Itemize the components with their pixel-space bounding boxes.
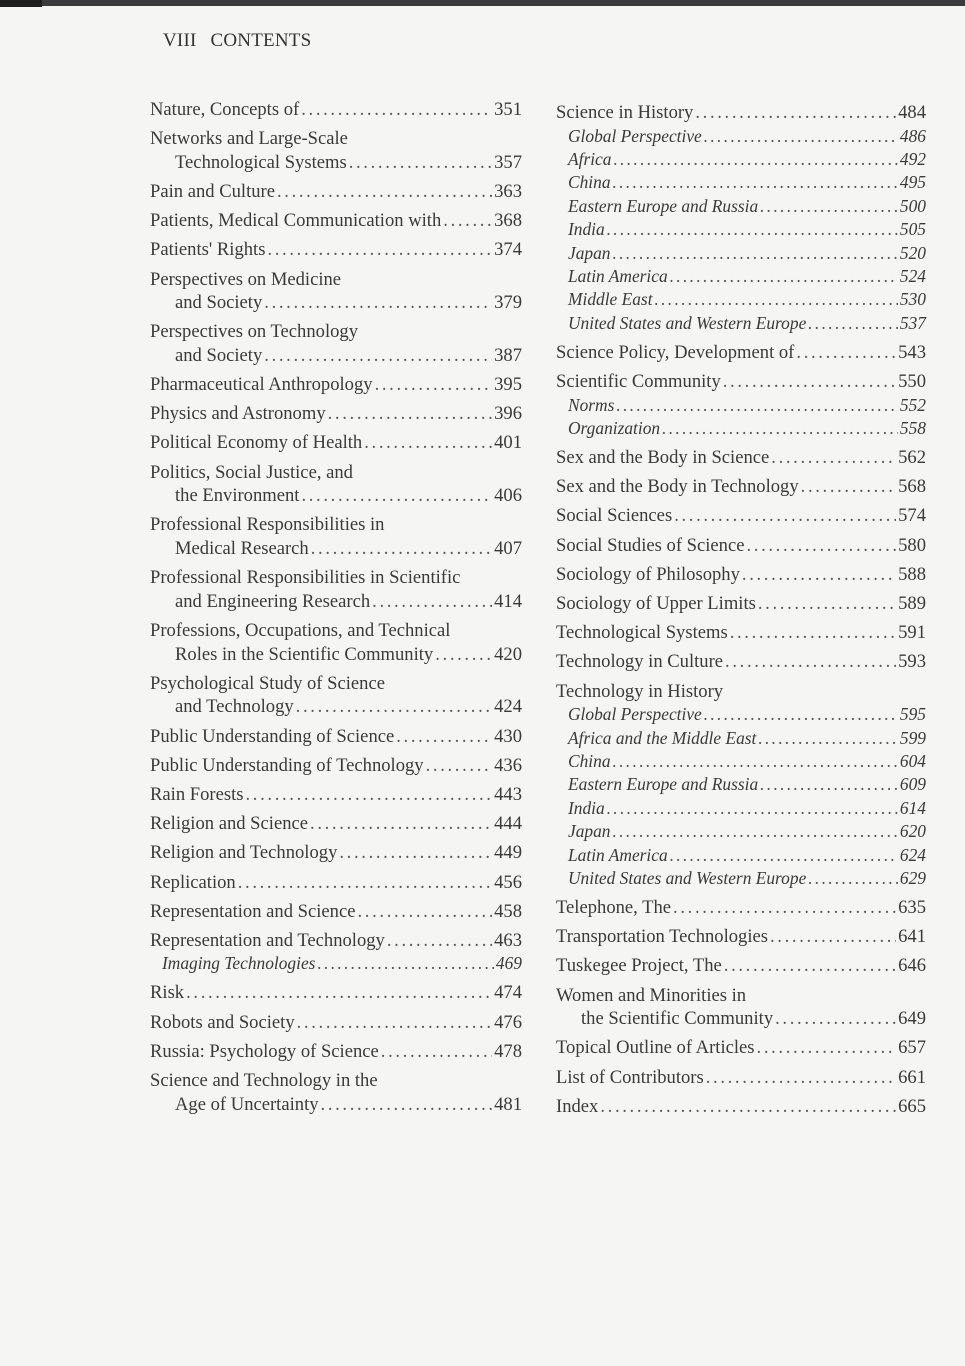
toc-page-number: 589 <box>898 592 926 614</box>
running-header <box>163 30 311 52</box>
toc-page-number: 469 <box>495 953 522 974</box>
toc-entry-title: Russia: Psychology of Science <box>150 1040 379 1062</box>
toc-page-number: 387 <box>494 344 522 366</box>
dot-leader <box>277 180 492 204</box>
toc-entry[interactable] <box>150 461 522 508</box>
toc-entry-title: Japan <box>568 242 611 263</box>
toc-page-number: 368 <box>494 210 522 232</box>
toc-subentry[interactable] <box>556 773 926 796</box>
toc-page-number: 649 <box>898 1008 926 1030</box>
toc-entry-title: Telephone, The <box>556 896 672 918</box>
toc-entry-title: Representation and Science <box>150 900 356 922</box>
dot-leader <box>704 125 898 148</box>
toc-entry-title: and Technology <box>175 696 294 718</box>
toc-entry-title: and Society <box>175 292 263 314</box>
dot-leader <box>310 812 492 836</box>
toc-page-number: 379 <box>494 292 522 314</box>
dot-leader <box>758 727 898 750</box>
toc-entry[interactable] <box>150 1069 522 1116</box>
toc-entry-title: Physics and Astronomy <box>150 403 326 425</box>
toc-page-number: 449 <box>494 842 522 864</box>
toc-entry-title: Risk <box>150 982 185 1004</box>
toc-page-number: 351 <box>494 99 522 120</box>
toc-entry[interactable] <box>150 900 522 924</box>
toc-page-number: 614 <box>899 797 926 818</box>
toc-page-number: 595 <box>899 704 926 725</box>
page-folio: VIII <box>163 30 197 51</box>
dot-leader <box>301 484 492 508</box>
toc-subentry[interactable] <box>556 750 926 773</box>
toc-entry-title: Index <box>556 1095 599 1117</box>
toc-entry[interactable] <box>150 871 522 895</box>
toc-entry-title: Public Understanding of Technology <box>150 754 424 776</box>
toc-entry-title: Scientific Community <box>556 371 721 393</box>
toc-page-number: 474 <box>494 982 522 1004</box>
dot-leader <box>742 563 896 587</box>
toc-entry-title: United States and Western Europe <box>568 312 807 333</box>
toc-entry[interactable] <box>150 320 522 367</box>
dot-leader <box>695 101 896 125</box>
toc-entry-title-line: Perspectives on Medicine <box>150 268 342 290</box>
toc-entry-title: Topical Outline of Articles <box>556 1037 755 1059</box>
dot-leader <box>775 1007 896 1031</box>
toc-entry[interactable] <box>556 101 926 125</box>
toc-entry[interactable] <box>150 209 522 233</box>
toc-page-number: 436 <box>494 754 522 776</box>
dot-leader <box>770 925 896 949</box>
dot-leader <box>396 725 492 749</box>
toc-page-number: 463 <box>494 929 522 951</box>
toc-section-heading <box>556 680 926 704</box>
toc-entry-title: List of Contributors <box>556 1066 704 1088</box>
toc-subentry[interactable] <box>556 844 926 867</box>
toc-entry-title: Religion and Science <box>150 813 309 835</box>
toc-entry[interactable] <box>150 1011 522 1035</box>
toc-entry[interactable] <box>150 127 522 174</box>
toc-entry-title: Pain and Culture <box>150 180 275 202</box>
toc-page-number: 363 <box>494 180 522 202</box>
dot-leader <box>655 288 898 311</box>
toc-page-number: 414 <box>494 590 522 612</box>
toc-entry[interactable] <box>556 446 926 470</box>
toc-entry-title: Sociology of Philosophy <box>556 563 740 585</box>
toc-page-number: 456 <box>494 871 522 893</box>
toc-entry-title: the Environment <box>175 485 300 507</box>
toc-entry-title: Africa <box>568 149 612 169</box>
dot-leader <box>328 402 492 426</box>
toc-subentry[interactable] <box>556 727 926 750</box>
toc-page-number: 420 <box>494 643 522 665</box>
toc-entry[interactable] <box>556 621 926 645</box>
dot-leader <box>443 209 492 233</box>
toc-subentry[interactable] <box>556 867 926 890</box>
toc-entry-title: Middle East <box>568 289 653 310</box>
toc-page-number: 537 <box>899 312 926 333</box>
toc-entry-title: Global Perspective <box>568 704 702 725</box>
dot-leader <box>670 265 898 288</box>
toc-page-number: 665 <box>898 1095 926 1117</box>
dot-leader <box>600 1095 896 1119</box>
toc-page-number: 430 <box>494 725 522 747</box>
toc-subentry[interactable] <box>556 288 926 311</box>
toc-entry[interactable] <box>150 513 522 560</box>
toc-page-number: 444 <box>494 813 522 835</box>
toc-subentry[interactable] <box>556 797 926 820</box>
toc-entry-title: Eastern Europe and Russia <box>568 774 759 795</box>
toc-page-number: 492 <box>899 149 926 169</box>
dot-leader <box>339 841 492 865</box>
toc-page-number: 407 <box>494 538 522 560</box>
toc-entry[interactable] <box>150 98 522 122</box>
toc-page-number: 500 <box>899 195 926 216</box>
toc-entry-title: Transportation Technologies <box>556 926 768 948</box>
toc-subentry[interactable] <box>556 242 926 265</box>
toc-entry-title: United States and Western Europe <box>568 867 807 888</box>
dot-leader <box>186 981 492 1005</box>
toc-entry-title-line: Professions, Occupations, and Technical <box>150 620 451 641</box>
toc-entry-title: Political Economy of Health <box>150 432 363 454</box>
dot-leader <box>387 929 492 953</box>
toc-subentry[interactable] <box>556 218 926 241</box>
toc-page-number: 609 <box>899 774 926 795</box>
toc-right-column <box>556 101 926 1118</box>
toc-entry[interactable] <box>556 650 926 674</box>
toc-entry[interactable] <box>556 984 926 1031</box>
toc-entry-title-line: Professional Responsibilities in Scientific <box>150 567 461 589</box>
toc-page-number: 604 <box>899 750 926 771</box>
toc-entry[interactable] <box>556 1066 926 1090</box>
toc-entry[interactable] <box>556 1036 926 1060</box>
toc-subentry[interactable] <box>556 265 926 288</box>
toc-entry-title: Public Understanding of Science <box>150 725 395 747</box>
dot-leader <box>364 431 492 455</box>
toc-page-number: 624 <box>899 844 926 865</box>
toc-subentry[interactable] <box>556 148 926 171</box>
toc-subentry[interactable] <box>556 171 926 194</box>
toc-entry[interactable] <box>556 534 926 558</box>
toc-entry-title: Eastern Europe and Russia <box>568 195 759 216</box>
toc-entry-title: and Engineering Research <box>175 590 371 612</box>
toc-page-number: 424 <box>494 696 522 718</box>
dot-leader <box>673 896 896 920</box>
toc-page-number: 458 <box>494 900 522 922</box>
dot-leader <box>613 171 898 194</box>
toc-page-number: 593 <box>898 651 926 673</box>
toc-entry-title: China <box>568 750 611 771</box>
toc-page-number: 588 <box>898 563 926 585</box>
toc-entry[interactable] <box>556 954 926 978</box>
toc-entry-title: Organization <box>568 418 661 439</box>
toc-page-number: 374 <box>494 239 522 261</box>
toc-entry[interactable] <box>150 268 522 315</box>
toc-subentry[interactable] <box>556 703 926 726</box>
toc-entry-title: Technology in Culture <box>556 651 724 673</box>
dot-leader <box>426 754 493 778</box>
toc-entry-title: Technological Systems <box>175 151 347 173</box>
toc-subentry[interactable] <box>150 952 522 975</box>
dot-leader <box>757 1036 897 1060</box>
toc-subentry[interactable] <box>556 417 926 440</box>
toc-page-number: 646 <box>898 955 926 977</box>
dot-leader <box>771 446 896 470</box>
toc-subentry[interactable] <box>556 820 926 843</box>
toc-entry[interactable] <box>556 592 926 616</box>
dot-leader <box>264 291 492 315</box>
toc-page-number: 505 <box>899 219 926 240</box>
toc-entry[interactable] <box>150 754 522 778</box>
toc-entry-title: Africa and the Middle East <box>568 727 757 748</box>
toc-subentry[interactable] <box>556 195 926 218</box>
toc-entry-title: Japan <box>568 821 611 842</box>
dot-leader <box>607 218 898 241</box>
toc-entry-title: Religion and Technology <box>150 842 338 864</box>
toc-entry-title-line: Networks and Large-Scale <box>150 128 348 150</box>
toc-entry[interactable] <box>150 725 522 749</box>
toc-page-number: 478 <box>494 1040 522 1062</box>
dot-leader <box>613 148 897 171</box>
toc-page-number: 486 <box>899 125 926 146</box>
toc-entry[interactable] <box>150 566 522 613</box>
toc-entry-title: and Society <box>175 344 263 366</box>
toc-page-number: 530 <box>899 289 926 310</box>
toc-entry-title: Representation and Technology <box>150 929 385 951</box>
dot-leader <box>723 370 896 394</box>
toc-page-number: 357 <box>494 151 522 173</box>
toc-entry-title: Roles in the Scientific Community <box>175 643 434 665</box>
toc-entry-title: China <box>568 172 611 193</box>
toc-entry[interactable] <box>150 180 522 204</box>
dot-leader <box>301 98 492 122</box>
dot-leader <box>381 1040 492 1064</box>
toc-entry[interactable] <box>150 373 522 397</box>
toc-page-number: 476 <box>494 1011 522 1033</box>
dot-leader <box>297 1011 492 1035</box>
toc-page-number: 641 <box>898 926 926 948</box>
toc-entry-title: Norms <box>568 394 615 415</box>
toc-entry-title: Social Studies of Science <box>556 534 745 556</box>
dot-leader <box>674 504 896 528</box>
toc-entry[interactable] <box>150 431 522 455</box>
toc-entry[interactable] <box>150 981 522 1005</box>
toc-section-title: Technology in History <box>556 680 724 702</box>
toc-entry-title: Pharmaceutical Anthropology <box>150 374 373 396</box>
dot-leader <box>613 750 898 773</box>
toc-page-number: 443 <box>494 783 522 805</box>
toc-entry[interactable] <box>150 812 522 836</box>
dot-leader <box>758 592 896 616</box>
toc-entry[interactable] <box>556 563 926 587</box>
toc-entry-title: Latin America <box>568 266 668 287</box>
dot-leader <box>317 952 493 975</box>
dot-leader <box>435 643 492 667</box>
toc-page-number: 661 <box>898 1066 926 1088</box>
dot-leader <box>746 534 896 558</box>
toc-page-number: 562 <box>898 447 926 469</box>
dot-leader <box>725 650 896 674</box>
toc-entry-title: Medical Research <box>175 538 309 560</box>
dot-leader <box>808 312 898 335</box>
toc-entry[interactable] <box>150 1040 522 1064</box>
toc-page-number: 550 <box>898 371 926 393</box>
dot-leader <box>730 621 896 645</box>
dot-leader <box>311 537 492 561</box>
toc-entry-title: India <box>568 797 605 818</box>
dot-leader <box>607 797 898 820</box>
dot-leader <box>613 242 898 265</box>
toc-page-number: 558 <box>899 418 926 439</box>
toc-entry-title: Science in History <box>556 102 694 123</box>
toc-entry-title: Social Sciences <box>556 505 673 527</box>
toc-page-number: 599 <box>899 727 926 748</box>
dot-leader <box>616 394 898 417</box>
toc-entry-title-line: Politics, Social Justice, and <box>150 461 353 483</box>
toc-page-number: 591 <box>898 622 926 644</box>
toc-entry-title: Patients' Rights <box>150 239 266 261</box>
dot-leader <box>808 867 898 890</box>
page-top-edge <box>0 0 965 6</box>
toc-page-number: 574 <box>898 505 926 527</box>
toc-entry[interactable] <box>150 238 522 262</box>
toc-entry-title: Latin America <box>568 844 668 865</box>
dot-leader <box>801 475 896 499</box>
toc-entry[interactable] <box>556 896 926 920</box>
toc-page-number: 484 <box>898 102 926 123</box>
dot-leader <box>706 1066 896 1090</box>
toc-entry[interactable] <box>556 925 926 949</box>
toc-entry[interactable] <box>150 619 522 666</box>
dot-leader <box>321 1093 493 1117</box>
toc-entry-title: Global Perspective <box>568 125 702 146</box>
toc-page-number: 396 <box>494 403 522 425</box>
dot-leader <box>372 590 492 614</box>
toc-entry[interactable] <box>556 1095 926 1119</box>
toc-entry[interactable] <box>556 370 926 394</box>
dot-leader <box>760 773 898 796</box>
dot-leader <box>375 373 493 397</box>
page-corner-mark <box>0 0 42 7</box>
dot-leader <box>246 783 493 807</box>
toc-entry-title: the Scientific Community <box>581 1008 774 1030</box>
toc-subentry[interactable] <box>556 312 926 335</box>
toc-subentry[interactable] <box>556 394 926 417</box>
dot-leader <box>238 871 492 895</box>
toc-page-number: 406 <box>494 485 522 507</box>
dot-leader <box>264 344 492 368</box>
toc-page-number: 629 <box>899 867 926 888</box>
dot-leader <box>613 820 898 843</box>
toc-page-number: 580 <box>898 534 926 556</box>
toc-entry-title: Sex and the Body in Science <box>556 447 770 469</box>
toc-entry[interactable] <box>150 783 522 807</box>
toc-entry[interactable] <box>150 672 522 719</box>
toc-entry-title-line: Psychological Study of Science <box>150 672 385 694</box>
toc-page-number: 520 <box>899 242 926 263</box>
toc-entry[interactable] <box>556 341 926 365</box>
dot-leader <box>267 238 492 262</box>
dot-leader <box>704 703 898 726</box>
toc-entry[interactable] <box>556 504 926 528</box>
dot-leader <box>349 151 492 175</box>
toc-entry[interactable] <box>556 475 926 499</box>
dot-leader <box>724 954 896 978</box>
toc-entry-title: India <box>568 219 605 240</box>
toc-left-column <box>150 98 522 1116</box>
toc-subentry[interactable] <box>556 125 926 148</box>
dot-leader <box>760 195 898 218</box>
toc-entry-title-line: Women and Minorities in <box>556 984 747 1006</box>
toc-entry-title-line: Science and Technology in the <box>150 1070 378 1092</box>
toc-page-number: 543 <box>898 341 926 363</box>
toc-page-number: 481 <box>494 1093 522 1115</box>
toc-entry-title: Technological Systems <box>556 622 728 644</box>
running-header-title: CONTENTS <box>210 30 312 51</box>
dot-leader <box>796 341 896 365</box>
dot-leader <box>296 695 492 719</box>
toc-page-number: 395 <box>494 374 522 396</box>
toc-entry-title-line: Perspectives on Technology <box>150 321 359 343</box>
toc-page-number: 401 <box>494 432 522 454</box>
toc-entry-title: Robots and Society <box>150 1011 295 1033</box>
toc-entry-title-line: Professional Responsibilities in <box>150 514 385 536</box>
toc-entry-title: Rain Forests <box>150 783 244 805</box>
toc-page-number: 524 <box>899 266 926 287</box>
dot-leader <box>662 417 898 440</box>
toc-entry-title: Replication <box>150 871 236 893</box>
toc-page-number: 495 <box>899 172 926 193</box>
toc-entry[interactable] <box>150 929 522 953</box>
toc-entry-title: Tuskegee Project, The <box>556 955 722 977</box>
toc-page-number: 552 <box>899 394 926 415</box>
toc-entry-title: Nature, Concepts of <box>150 99 300 120</box>
toc-entry-title: Patients, Medical Communication with <box>150 210 442 232</box>
dot-leader <box>670 844 898 867</box>
toc-entry-title: Sex and the Body in Technology <box>556 476 799 498</box>
toc-entry[interactable] <box>150 841 522 865</box>
toc-page-number: 657 <box>898 1037 926 1059</box>
toc-entry-title: Sociology of Upper Limits <box>556 592 756 614</box>
toc-entry-title: Imaging Technologies <box>162 953 316 974</box>
toc-page-number: 568 <box>898 476 926 498</box>
toc-entry[interactable] <box>150 402 522 426</box>
toc-entry-title: Age of Uncertainty <box>175 1093 319 1115</box>
toc-entry-title: Science Policy, Development of <box>556 341 795 363</box>
dot-leader <box>358 900 493 924</box>
toc-page-number: 635 <box>898 896 926 918</box>
toc-page-number: 620 <box>899 821 926 842</box>
